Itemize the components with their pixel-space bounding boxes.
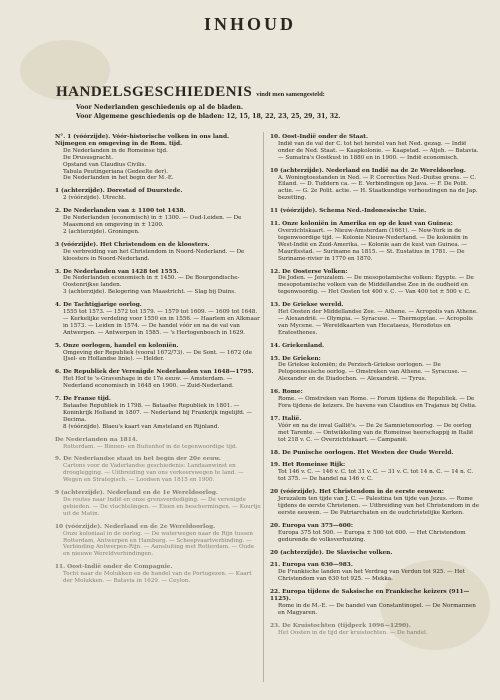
toc-entry-line: 1555 tot 1573. — 1572 tot 1579. — 1579 tot 1609. — 1609 tot 1648. — Kerkelijke verdeling voor 1550 en in 1556. — Haarlem en Alkmaar in 1573. — Leiden in 1574. — De handel vóór en na de val van Antwerpen. — Antwerpen in 1585. — 's Hertogenbosch in 1629.	[63, 309, 260, 336]
toc-entry-heading: 11. Oost-Indië onder de Compagnie.	[55, 564, 173, 571]
section-intro	[76, 103, 340, 121]
toc-entry	[270, 302, 482, 337]
section-heading	[56, 84, 325, 101]
toc-entry-heading: 11 (vóórzijde). Schema Ned.-Indonesische Unie.	[270, 208, 427, 215]
toc-entry	[55, 564, 261, 585]
toc-entry-line: De Nederlanden economisch in ± 1450. — De Bourgondische-Oostenrijkse landen.	[63, 275, 240, 289]
toc-entry-line: Het Hof te 's-Gravenhage in de 17e eeuw. — Amsterdam. — Nederland economisch in 1648 en 1900. — Zuid-Nederland.	[63, 376, 234, 390]
toc-entry-line: De Nederlanden in de Romeinse tijd.	[63, 147, 168, 154]
toc-entry	[270, 356, 482, 384]
toc-entry-line: De Nederlanden in het begin der M.-E.	[63, 175, 174, 182]
toc-entry-line: Het Oosten in de tijd der kruistochten. — De handel.	[278, 629, 428, 636]
toc-entry-heading: N°. 1 (vóórzijde). Vóór-historische volken in ons land. Nijmegen en omgeving in de Rom. tijd.	[55, 134, 230, 147]
toc-entry	[55, 208, 261, 236]
toc-entry-line: Tocht naar de Molukken en de handel van de Portugezen. — Kaart der Molukken. — Batavia in 1629. — Ceylon.	[63, 571, 252, 585]
toc-entry-line: Opstand van Claudius Civilis.	[63, 161, 147, 168]
toc-entry	[270, 623, 482, 637]
toc-entry	[270, 389, 482, 410]
toc-entry	[270, 489, 482, 517]
toc-entry	[270, 589, 482, 617]
toc-entry-heading: 15. De Grieken:	[270, 355, 321, 362]
toc-entry	[270, 269, 482, 297]
toc-entry-line: Bataafse Republiek in 1798. — Bataafse Republiek in 1801. — Koninkrijk Holland in 1807. — Nederland bij Frankrijk ingelijfd. — Decima.	[63, 403, 252, 423]
toc-entry-heading: 18. De Punische oorlogen. Het Westen der Oude Wereld.	[270, 449, 454, 456]
toc-entry-heading: 3 (vóórzijde). Het Christendom en de kloosters.	[55, 241, 210, 248]
toc-entry-line: A. Woningtoestanden in Ned. — P. Correcties Ned.-Duitse grens. — C. Eiland. — D. Tuddern ca. — E. Verbindingen op Java. — F. De Polit. actie. — G. 2e Polit. actie. — H. Staatkundige verhoudingen na de Jap. bezetting.	[278, 174, 478, 202]
toc-entry	[270, 450, 482, 457]
toc-entry-heading: 2. De Nederlanden van ± 1100 tot 1438.	[55, 208, 186, 215]
toc-entry-line: Indië van de val der C. tot het herstel van het Ned. gezag. — Indië onder de Ned. Staat. — Kaapkolonie. — Kaapstad. — Atjeh. — Batavia. — Sumatra's Oostkust in 1880 en in 1900. — Indië economisch.	[278, 140, 479, 161]
toc-entry-line: Vóór en na de inval Gallië's. — De 2e Samnietenoorlog. — De oorlog met Tarente. — Ontwikkeling van de Romeinse heerschappij in Italië tot 218 v. C. — Overzichtskaart. — Campanië.	[278, 422, 474, 443]
toc-entry	[55, 437, 261, 451]
toc-entry-line: Rotterdam. — Binnen- en Buitenhof in de tegenwoordige tijd.	[63, 443, 238, 450]
toc-entry	[55, 490, 261, 518]
toc-entry-line: Rome in de M.-E. — De handel van Constantinopel. — De Normannen en Magyaren.	[278, 602, 476, 616]
toc-entry	[55, 242, 261, 263]
toc-entry	[270, 523, 482, 544]
toc-entry	[55, 343, 261, 364]
page-title: INHOUD	[203, 14, 296, 34]
toc-entry-heading: 14. Griekenland.	[270, 342, 325, 349]
toc-entry-line: Overzichtskaart. — Nieuw-Amsterdam (1661). — New-York in de tegenwoordige tijd. — Kolonie Nieuw-Nederland. — De koloniën in West-Indië en Zuid-Amerika. — Kolonie aan de kust van Guinea. — Mauritsstad. — Suriname na 1815. — St. Eustatius in 1781. — De Suriname-rivier in 1770 en 1870.	[278, 227, 468, 262]
toc-entry-heading: 5. Onze oorlogen, handel en koloniën.	[55, 342, 179, 349]
toc-entry-heading: 9. De Nederlandse staat in het begin der 20e eeuw.	[55, 456, 221, 463]
toc-entry-line: Jeruzalem ten tijde van J. C. — Palestina ten tijde van Jezus. — Rome tijdens de eerste Christenen. — Uitbreiding van het Christendom in de eerste eeuwen. — De Patriarchaten en de oudchristelijke Kerken.	[278, 496, 480, 516]
toc-entry-heading: 10. Oost-Indië onder de Staat.	[270, 134, 368, 140]
toc-entry-line: 2 (vóórzijde). Utrecht.	[63, 195, 126, 202]
toc-entry-heading: 21. Europa van 630—983.	[270, 562, 353, 569]
toc-entry-line: Onze koloniaal in de oorlog. — De waterwegen naar de Rijn tussen Rotterdam, Antwerpen en Hamburg. — Scheepvaartverbinding. — Verbinding Antwerpen-Rijn. — Aansluiting met Rotterdam. — Oude en nieuwe Wereldverbindingen.	[63, 530, 255, 558]
toc-entry-line: De routes naar Indië en onze grensverdediging. — De verenigde gebieden. — De vluchtelingen. — Eisen en beschermingen. — Kourtje uit de Matin.	[63, 496, 261, 517]
toc-entry	[270, 550, 482, 557]
toc-entry-line: De Nederlanden (economisch) in ± 1300. — Oud-Leiden. — De Maasmond en omgeving in ± 1200.	[63, 215, 242, 228]
toc-entry-heading: De Nederlanden na 1814.	[55, 436, 138, 443]
toc-entry	[270, 208, 482, 215]
toc-entry-heading: 1 (achterzijde). Dorestad of Duurstede.	[55, 188, 183, 195]
toc-entry	[55, 524, 261, 559]
toc-entry-line: De Griekse koloniën; de Perzisch-Griekse oorlogen. — De Peloponnesische oorlog. — Omstreken van Athene. — Syracuse. — Alexander en de Diadochen. — Alexandrië. — Tyrus.	[278, 362, 467, 383]
toc-entry	[270, 462, 482, 483]
toc-entry	[270, 134, 482, 162]
toc-entry-heading: 20 (achterzijde). De Slavische volken.	[270, 549, 393, 556]
toc-entry-heading: 20. Europa van 375—600:	[270, 522, 353, 529]
toc-entry	[55, 369, 261, 390]
toc-entry-line: Tabula Peutingeriana (Gedeelte der).	[63, 168, 168, 175]
toc-entry-heading: 20 (vóórzijde). Het Christendom in de eerste eeuwen:	[270, 489, 444, 496]
right-column	[270, 134, 482, 643]
toc-entry	[270, 416, 482, 444]
toc-entry-line: Het Oosten der Middellandse Zee. — Athene. — Acropolis van Athene. — Alexandrië. — Olympia. — Syracuse. — Thermopylae. — Acropolis van Mycene. — Wereldkaarten van Hecataeus, Herodotus en Eratosthenes.	[278, 309, 478, 336]
toc-entry-heading: 22. Europa tijdens de Saksische en Frankische keizers (911—1125).	[270, 589, 470, 603]
toc-entry-line: Tot 146 v. C. — 146 v. C. tot 31 v. C. — 31 v. C. tot 14 n. C. — 14 n. C. tot 375. — De handel na 146 v. C.	[278, 469, 474, 483]
toc-entry-line: 8 (vóórzijde). Blaeu's kaart van Amsteland en Rijnland.	[63, 423, 220, 430]
toc-entry-heading: 16. Rome:	[270, 389, 303, 396]
toc-entry-heading: 6. De Republiek der Verenigde Nederlanden van 1648—1795.	[55, 369, 254, 376]
toc-entry	[270, 343, 482, 350]
toc-entry	[55, 456, 261, 484]
toc-entry-line: Omgeving der Republiek (vooral 1672/73). — De Sont. — 1672 (de IJsel- en Hollandse linie). — Helder.	[63, 349, 253, 363]
toc-entry-line: Europa 375 tot 500. — Europa ± 500 tot 600. — Het Christendom gedurende de volksverhuizing.	[278, 529, 466, 543]
toc-entry-heading: 19. Het Romeinse Rijk:	[270, 462, 346, 469]
toc-entry-heading: 23. De Kruistochten (tijdperk 1096—1290).	[270, 622, 411, 629]
section-heading-suffix: vindt men samengesteld:	[256, 91, 325, 98]
toc-entry	[55, 269, 261, 297]
section-heading-text: HANDELSGESCHIEDENIS	[56, 84, 253, 100]
toc-entry-heading: 10 (vóórzijde). Nederland en de 2e Wereldoorlog.	[55, 523, 216, 530]
toc-entry-heading: 12. De Oosterse Volken:	[270, 268, 348, 275]
intro-line: Voor Nederlanden geschiedenis op al de bladen.	[76, 104, 243, 111]
toc-entry-heading: 9 (achterzijde). Nederland en de 1e Wereldoorlog.	[55, 490, 218, 497]
toc-entry	[55, 302, 261, 337]
toc-entry-heading: 17. Italië.	[270, 415, 302, 422]
column-divider	[263, 132, 264, 682]
toc-entry-heading: 11. Onze koloniën in Amerika en op de kust van Guinea:	[270, 221, 453, 228]
toc-entry-line: 2 (achterzijde). Groningen.	[63, 228, 140, 235]
toc-entry-heading: 13. De Griekse wereld.	[270, 302, 344, 309]
toc-entry	[270, 168, 482, 203]
toc-entry-line: De Drususgracht.	[63, 154, 114, 161]
toc-entry-line: De verbreiding van het Christendom in Noord-Nederland. — De kloosters in Noord-Nederland.	[63, 248, 245, 262]
toc-entry	[270, 221, 482, 262]
toc-entry	[270, 562, 482, 583]
intro-line: Voor Algemene geschiedenis op de bladen: 12, 15, 18, 22, 23, 25, 29, 31, 32.	[76, 113, 341, 120]
toc-entry-line: De Frankische landen van het Verdrag van Verdun tot 925. — Het Christendom van 630 tot 925. — Mekka.	[278, 569, 465, 583]
toc-entry-heading: 10 (achterzijde). Nederland en Indië na de 2e Wereldoorlog.	[270, 167, 466, 174]
toc-entry	[55, 396, 261, 431]
toc-entry-heading: 7. De Franse tijd.	[55, 396, 111, 403]
toc-entry	[55, 188, 261, 202]
left-column	[55, 134, 261, 591]
toc-entry-line: Cartons voor de Vaderlandse geschiedenis: Landaanwinst en drooglegging. — Uitbreiding van ons verkeerswegen te land. — Wegen en Strategisch. — Loodsen van 1815 en 1900.	[63, 463, 244, 484]
toc-entry-heading: 4. De Tachtigjarige oorlog.	[55, 302, 142, 309]
toc-entry-line: 3 (achterzijde). Belegering van Maastricht. — Slag bij Duins.	[63, 289, 236, 296]
toc-entry-line: Rome. — Omstreken van Rome. — Forum tijdens de Republiek. — De Fora tijdens de keizers. De havens van Claudius en Trajanus bij Ostia.	[278, 396, 477, 409]
toc-entry	[55, 134, 261, 182]
toc-entry-heading: 3. De Nederlanden van 1428 tot 1555.	[55, 268, 179, 275]
toc-entry-line: De Joden. — Jeruzalem. — De mesopotamische volken: Egypte. — De mesopotamische volken van de Middellandse Zee in de oudheid en tegenwoordig. — Het Oosten tot 400 v. C. — Van 400 tot ± 500 v. C.	[278, 275, 474, 296]
